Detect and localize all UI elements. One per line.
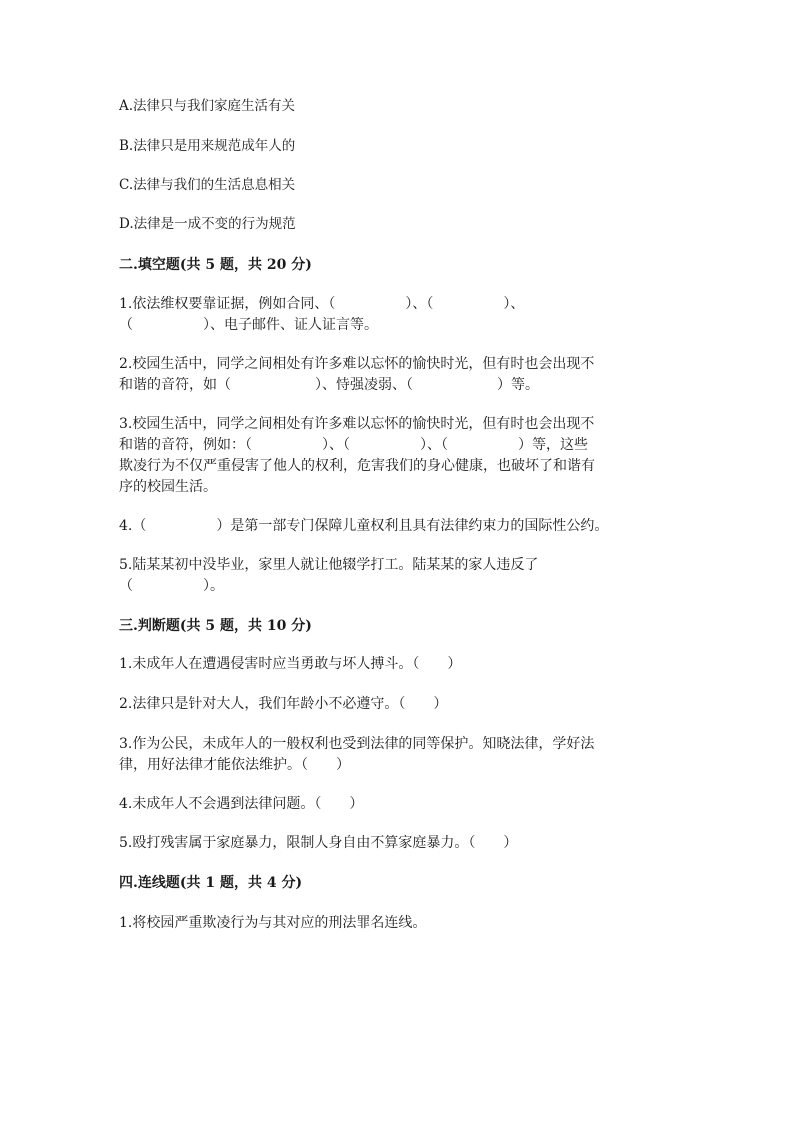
option-a: A.法律只与我们家庭生活有关 — [119, 98, 296, 114]
tf-q5: 5.殴打残害属于家庭暴力，限制人身自由不算家庭暴力。（ ） — [119, 835, 518, 851]
tf-q1: 1.未成年人在遭遇侵害时应当勇敢与坏人搏斗。（ ） — [119, 656, 462, 672]
fill-q3-line1: 3.校园生活中，同学之间相处有许多难以忘怀的愉快时光，但有时也会出现不 — [119, 416, 595, 432]
fill-q5-line2: （ ）。 — [119, 578, 224, 594]
option-d: D.法律是一成不变的行为规范 — [119, 216, 296, 232]
option-c: C.法律与我们的生活息息相关 — [119, 177, 296, 193]
fill-q2-line2: 和谐的音符，如（ ）、恃强凌弱、（ ）等。 — [119, 377, 539, 393]
option-b: B.法律只是用来规范成年人的 — [119, 138, 296, 154]
section-true-false-heading: 三.判断题(共 5 题，共 10 分) — [119, 618, 312, 634]
tf-q4: 4.未成年人不会遇到法律问题。（ ） — [119, 796, 364, 812]
tf-q3-line1: 3.作为公民，未成年人的一般权利也受到法律的同等保护。知晓法律，学好法 — [119, 736, 595, 752]
fill-q3-line4: 序的校园生活。 — [119, 479, 217, 495]
section-fill-in-heading: 二.填空题(共 5 题，共 20 分) — [119, 257, 312, 273]
fill-q1-line1: 1.依法维权要靠证据，例如合同、（ ）、（ ）、 — [119, 296, 525, 312]
fill-q5-line1: 5.陆某某初中没毕业，家里人就让他辍学打工。陆某某的家人违反了 — [119, 557, 539, 573]
tf-q3-line2: 律，用好法律才能依法维护。（ ） — [119, 757, 350, 773]
fill-q1-line2: （ ）、电子邮件、证人证言等。 — [119, 317, 378, 333]
section-matching-heading: 四.连线题(共 1 题，共 4 分) — [119, 875, 303, 891]
fill-q3-line2: 和谐的音符，例如：（ ）、（ ）、（ ）等，这些 — [119, 437, 588, 453]
fill-q3-line3: 欺凌行为不仅严重侵害了他人的权利，危害我们的身心健康，也破坏了和谐有 — [119, 458, 595, 474]
fill-q2-line1: 2.校园生活中，同学之间相处有许多难以忘怀的愉快时光，但有时也会出现不 — [119, 356, 595, 372]
fill-q4-line1: 4.（ ）是第一部专门保障儿童权利且具有法律约束力的国际性公约。 — [119, 518, 609, 534]
tf-q2: 2.法律只是针对大人，我们年龄小不必遵守。（ ） — [119, 696, 448, 712]
matching-q1: 1.将校园严重欺凌行为与其对应的刑法罪名连线。 — [119, 915, 427, 931]
